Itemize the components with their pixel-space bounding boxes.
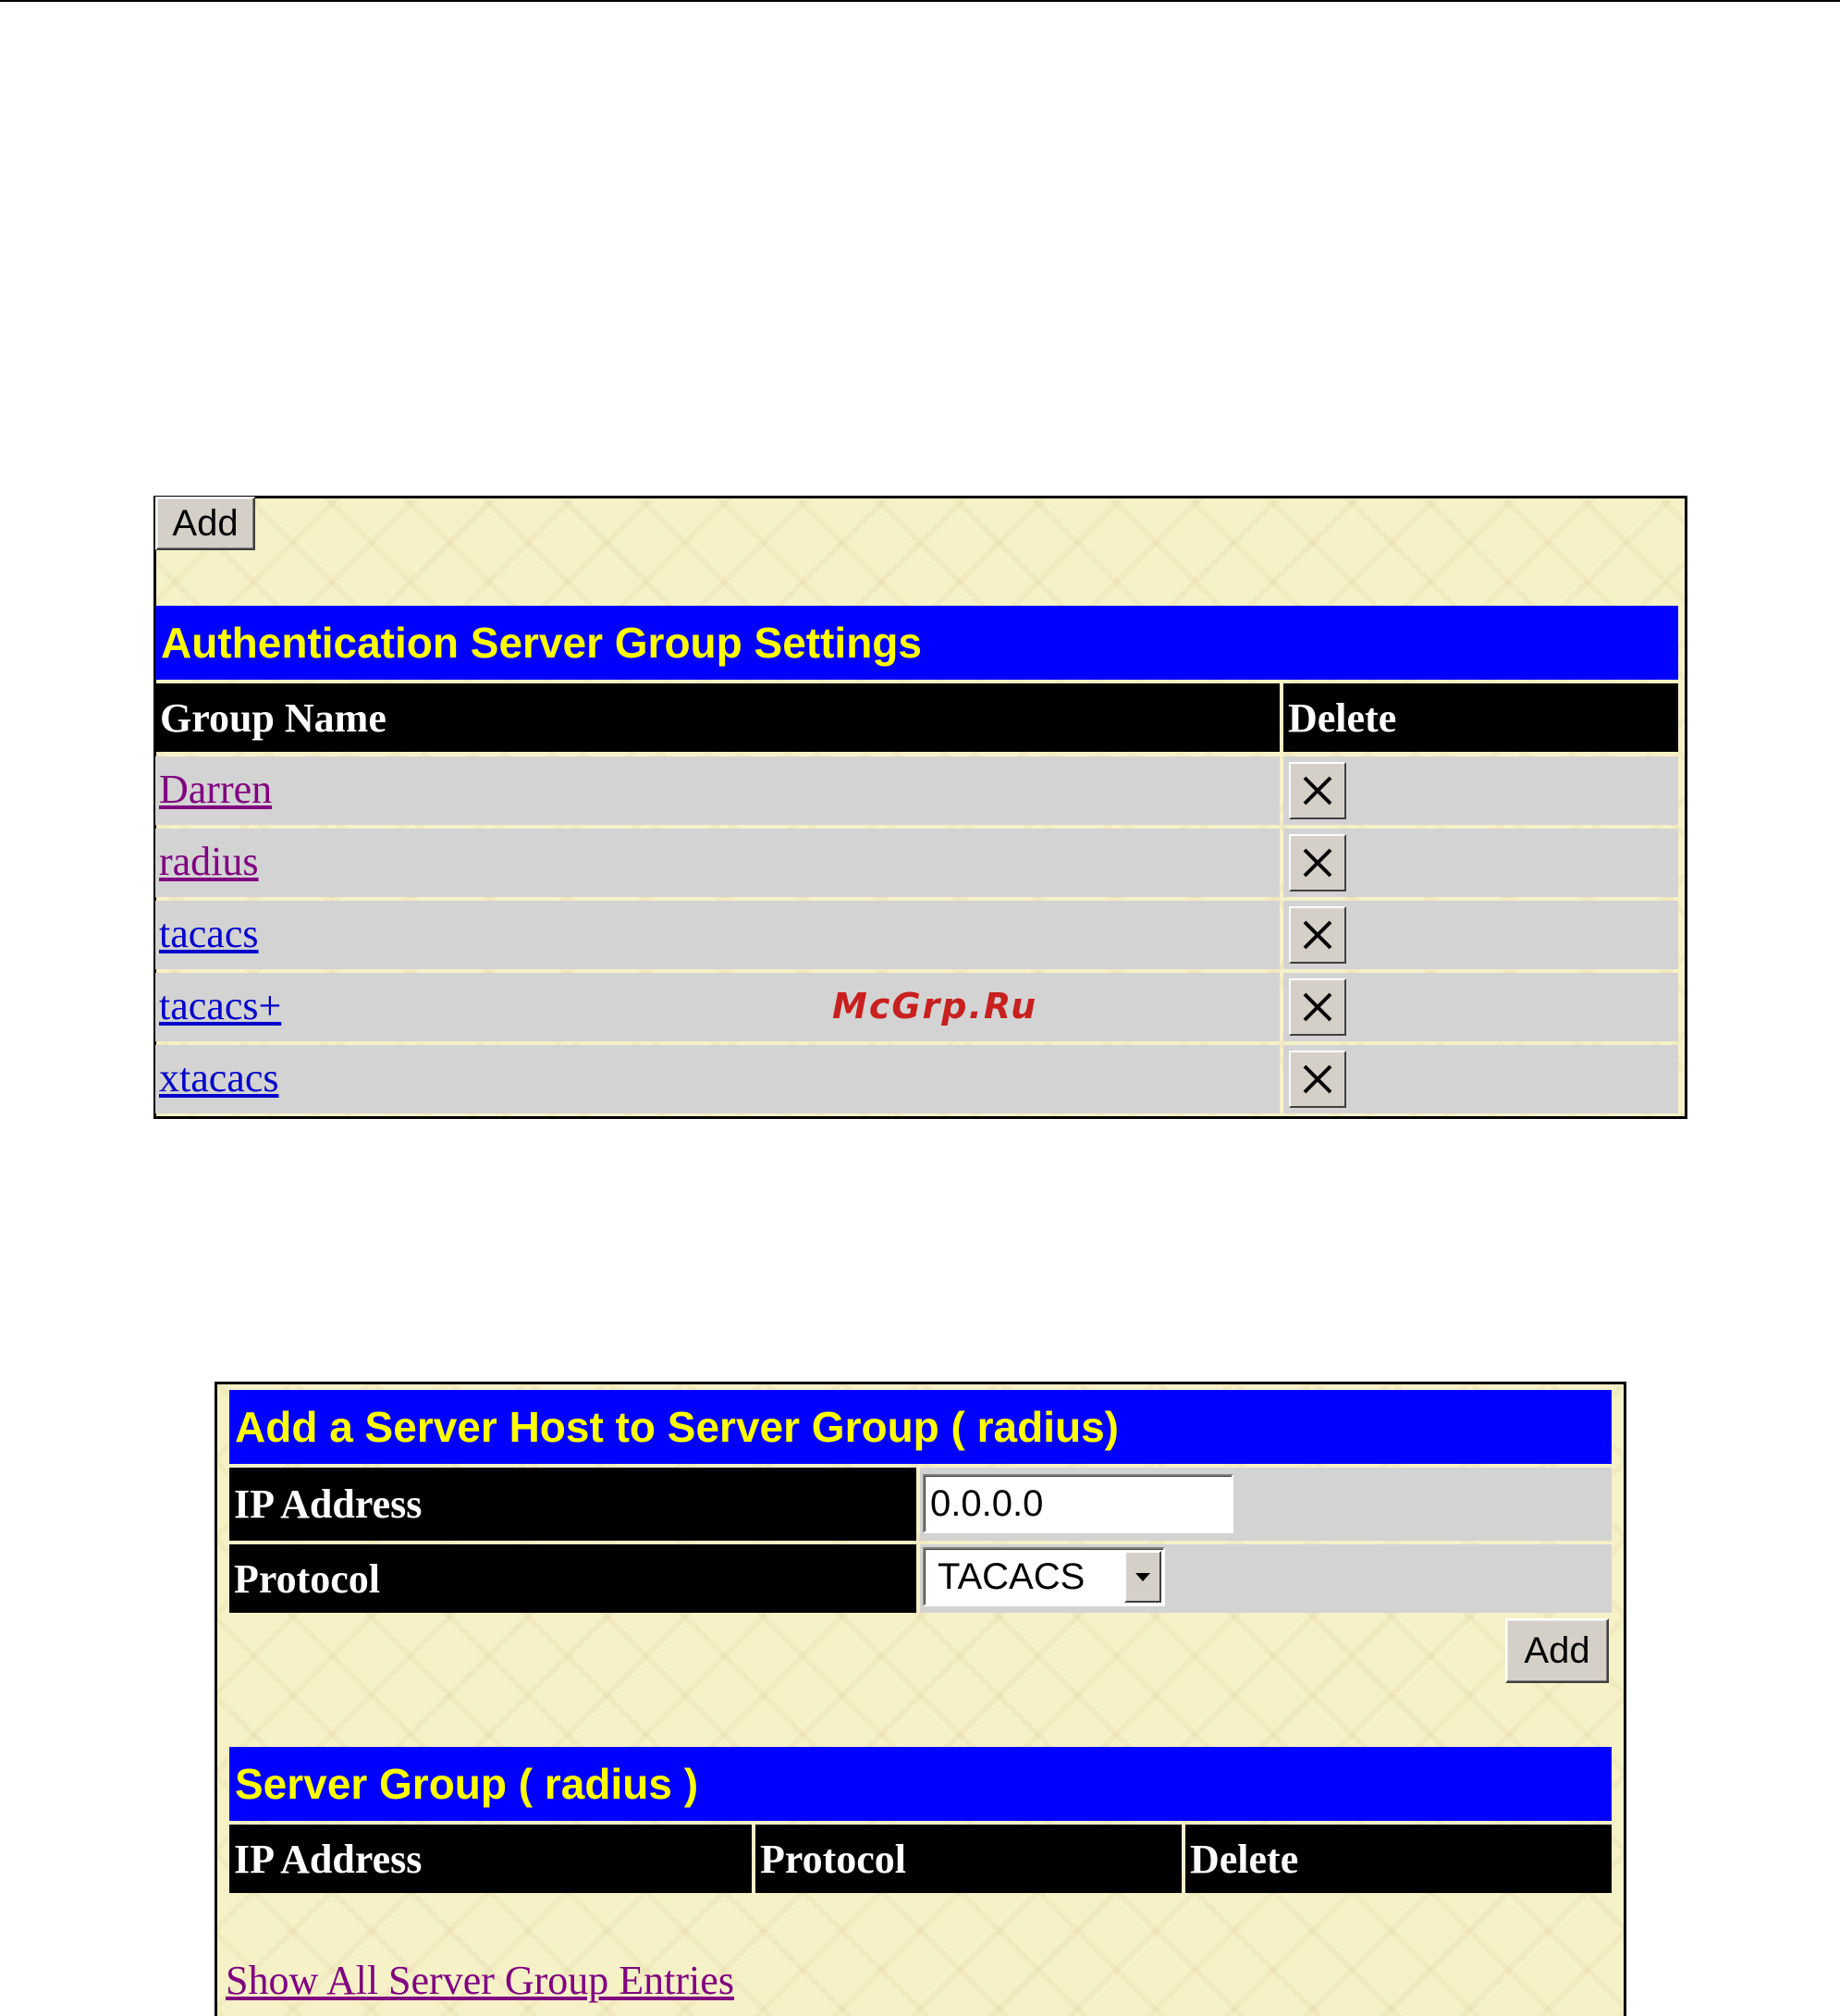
delete-column-header-2: Delete: [1185, 1825, 1612, 1893]
delete-column-header: Delete: [1283, 683, 1678, 752]
watermark-text: McGrp.Ru: [832, 986, 1038, 1026]
add-host-button[interactable]: Add: [1505, 1618, 1609, 1683]
ip-address-column-header: IP Address: [229, 1825, 752, 1893]
delete-group-button[interactable]: [1289, 762, 1346, 819]
group-row: [155, 756, 1280, 825]
add-host-title: Add a Server Host to Server Group ( radius): [229, 1390, 1612, 1464]
close-x-icon: [1299, 772, 1336, 809]
close-x-icon: [1299, 844, 1336, 881]
close-x-icon: [1299, 1061, 1336, 1098]
group-row: [155, 973, 1280, 1041]
group-name-link[interactable]: tacacs+: [159, 983, 282, 1028]
close-x-icon: [1299, 916, 1336, 953]
delete-group-button[interactable]: [1289, 834, 1346, 891]
group-name-link[interactable]: radius: [159, 839, 259, 884]
group-name-link[interactable]: Darren: [159, 767, 273, 812]
close-x-icon: [1299, 989, 1336, 1026]
group-settings-title: Authentication Server Group Settings: [155, 606, 1678, 680]
group-row: [155, 829, 1280, 897]
group-row: [155, 901, 1280, 969]
delete-group-button[interactable]: [1289, 906, 1346, 964]
server-group-title: Server Group ( radius ): [229, 1747, 1612, 1821]
show-all-entries-link[interactable]: Show All Server Group Entries: [226, 1958, 734, 2003]
add-group-button[interactable]: Add: [155, 497, 255, 550]
group-name-link[interactable]: tacacs: [159, 911, 259, 956]
protocol-selected-value: TACACS: [938, 1555, 1086, 1597]
top-rule: [0, 0, 1840, 2]
protocol-select[interactable]: [923, 1547, 1165, 1606]
ip-address-label: IP Address: [229, 1468, 916, 1541]
delete-group-button[interactable]: [1289, 1051, 1346, 1108]
group-name-link[interactable]: xtacacs: [159, 1055, 279, 1100]
chevron-down-icon[interactable]: [1124, 1551, 1161, 1603]
group-name-column-header: Group Name: [155, 683, 1280, 752]
protocol-column-header: Protocol: [755, 1825, 1182, 1893]
delete-group-button[interactable]: [1289, 978, 1346, 1036]
protocol-label: Protocol: [229, 1544, 916, 1613]
ip-address-input[interactable]: [923, 1474, 1233, 1533]
group-row: [155, 1045, 1280, 1113]
